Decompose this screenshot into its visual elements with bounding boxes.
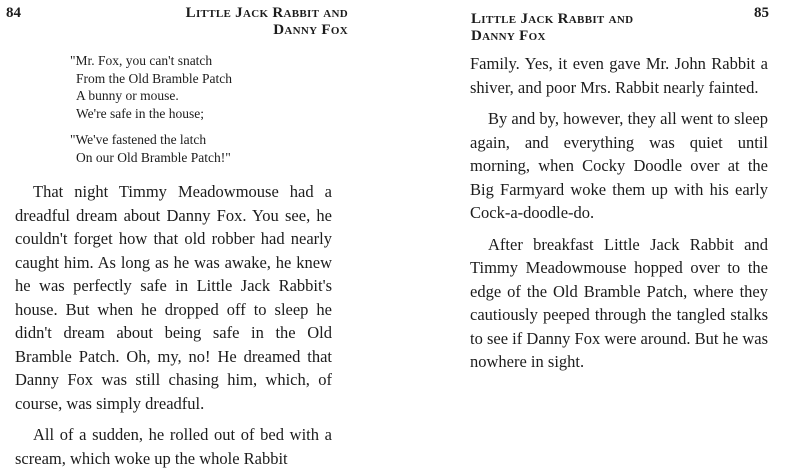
- left-page: [0, 0, 392, 472]
- running-head: [471, 11, 691, 45]
- running-head-line: Danny Fox: [471, 28, 546, 44]
- verse-line: From the Old Bramble Patch: [76, 70, 232, 86]
- paragraph: All of a sudden, he rolled out of bed with a scream, which woke up the whole Rabbit: [15, 425, 332, 468]
- running-head-line: Danny Fox: [273, 22, 348, 38]
- paragraph: Family. Yes, it even gave Mr. John Rabbit a shiver, and poor Mrs. Rabbit nearly fainted.: [470, 54, 768, 97]
- body-text: [470, 52, 768, 374]
- body-text: [15, 180, 332, 470]
- verse: [70, 52, 232, 175]
- paragraph: That night Timmy Meadowmouse had a dreadful dream about Danny Fox. You see, he couldn't forget how that old robber had nearly caught him. As long as he was awake, he knew he was perfectly safe in Little Jack Rabbit's house. But when he dropped off to sleep he didn't dream about being safe in the Old Bramble Patch. Oh, my, no! He dreamed that Danny Fox was still chasing him, which, of course, was simply dreadful.: [15, 182, 332, 413]
- page-number: 85: [754, 5, 769, 21]
- verse-line: "Mr. Fox, you can't snatch: [70, 53, 213, 68]
- stanza: [70, 52, 232, 122]
- paragraph: After breakfast Little Jack Rabbit and Timmy Meadowmouse hopped over to the edge of the Old Bramble Patch, where they cautiously peeped through the tangled stalks to see if Danny Fox were around. But he was nowhere in sight.: [470, 234, 768, 371]
- verse-line: On our Old Bramble Patch!": [76, 149, 231, 165]
- stanza: [70, 131, 232, 166]
- verse-line: We're safe in the house;: [76, 105, 205, 121]
- paragraph: By and by, however, they all went to sleep again, and everything was quiet until morning, when Cocky Doodle over at the Big Farmyard woke them up with his early Cock-a-doodle-do.: [470, 109, 768, 222]
- running-head-line: Little Jack Rabbit and: [471, 11, 634, 27]
- verse-line: "We've fastened the latch: [70, 132, 207, 147]
- running-head-line: Little Jack Rabbit and: [185, 5, 348, 21]
- running-head: [128, 5, 348, 39]
- page-number: 84: [6, 5, 21, 21]
- verse-line: A bunny or mouse.: [76, 88, 179, 103]
